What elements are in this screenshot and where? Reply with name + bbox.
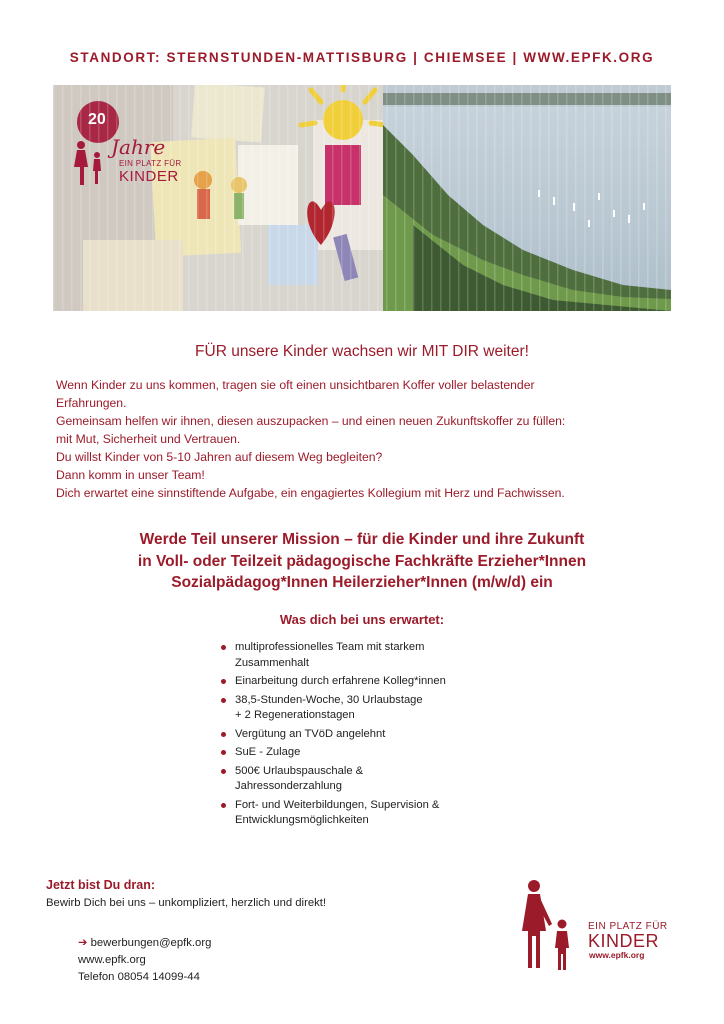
logo-url: www.epfk.org bbox=[589, 950, 645, 960]
hero-logo-line2: KINDER bbox=[119, 168, 179, 185]
contact-block bbox=[78, 935, 211, 986]
mission-line: Sozialpädagog*Innen Heilerzieher*Innen (m/w/d) ein bbox=[171, 574, 553, 591]
hero-collage-illustration bbox=[53, 85, 671, 311]
headline: FÜR unsere Kinder wachsen wir MIT DIR weiter! bbox=[195, 343, 529, 360]
intro-line: Du willst Kinder von 5-10 Jahren auf diesem Weg begleiten? bbox=[56, 450, 383, 464]
phone-number: Telefon 08054 14099-44 bbox=[78, 971, 200, 983]
benefit-item: 38,5-Stunden-Woche, 30 Urlaubstage + 2 Regenerationstagen bbox=[221, 693, 521, 724]
cta-text: Bewirb Dich bei uns – unkompliziert, herzlich und direkt! bbox=[46, 897, 327, 909]
anniversary-number: 20 bbox=[88, 111, 106, 128]
bullet-icon bbox=[221, 679, 226, 684]
intro-line: mit Mut, Sicherheit und Vertrauen. bbox=[56, 432, 241, 446]
email-link[interactable]: bewerbungen@epfk.org bbox=[90, 937, 212, 949]
benefit-item: multiprofessionelles Team mit starkem Zusammenhalt bbox=[221, 640, 521, 671]
bullet-icon bbox=[221, 803, 226, 808]
mission-line: in Voll- oder Teilzeit pädagogische Fachkräfte Erzieher*Innen bbox=[137, 552, 587, 570]
benefit-item: Einarbeitung durch erfahrene Kolleg*innen bbox=[221, 674, 521, 690]
intro-line: Erfahrungen. bbox=[56, 396, 127, 410]
benefit-item: SuE - Zulage bbox=[221, 745, 521, 761]
benefit-item: 500€ Urlaubspauschale & Jahressonderzahlung bbox=[221, 764, 521, 795]
bullet-icon bbox=[221, 769, 226, 774]
arrow-right-icon: ➔ bbox=[78, 937, 88, 949]
intro-line: Wenn Kinder zu uns kommen, tragen sie oft einen unsichtbaren Koffer voller belastender bbox=[56, 378, 535, 392]
mission-line: Werde Teil unserer Mission – für die Kinder und ihre Zukunft bbox=[139, 531, 585, 548]
mission-statement bbox=[0, 529, 724, 594]
hero-logo-line1: EIN PLATZ FÜR bbox=[119, 159, 182, 168]
benefit-item: Fort- und Weiterbildungen, Supervision & Entwicklungsmöglichkeiten bbox=[221, 798, 521, 829]
bullet-icon bbox=[221, 732, 226, 737]
website-link[interactable]: www.epfk.org bbox=[78, 954, 146, 966]
intro-line: Dann komm in unser Team! bbox=[56, 468, 205, 482]
intro-line: Dich erwartet eine sinnstiftende Aufgabe, ein engagiertes Kollegium mit Herz und Fachwissen. bbox=[56, 486, 565, 500]
benefit-item: Vergütung an TVöD angelehnt bbox=[221, 727, 521, 743]
cta-title: Jetzt bist Du dran: bbox=[46, 878, 156, 892]
hero-image bbox=[53, 85, 671, 311]
bullet-icon bbox=[221, 750, 226, 755]
bullet-icon bbox=[221, 645, 226, 650]
location-header: STANDORT: STERNSTUNDEN-MATTISBURG | CHIEMSEE | WWW.EPFK.ORG bbox=[69, 50, 655, 65]
benefits-title: Was dich bei uns erwartet: bbox=[279, 612, 445, 627]
intro-line: Gemeinsam helfen wir ihnen, diesen auszupacken – und einen neuen Zukunftskoffer zu füllen: bbox=[56, 414, 566, 428]
anniversary-word: Jahre bbox=[111, 135, 166, 159]
logo-line1: EIN PLATZ FÜR bbox=[588, 921, 668, 932]
logo-wordmark bbox=[588, 921, 668, 961]
bullet-icon bbox=[221, 698, 226, 703]
intro-paragraph bbox=[56, 376, 676, 502]
benefits-list bbox=[221, 640, 521, 832]
logo-line2: KINDER bbox=[588, 931, 660, 951]
